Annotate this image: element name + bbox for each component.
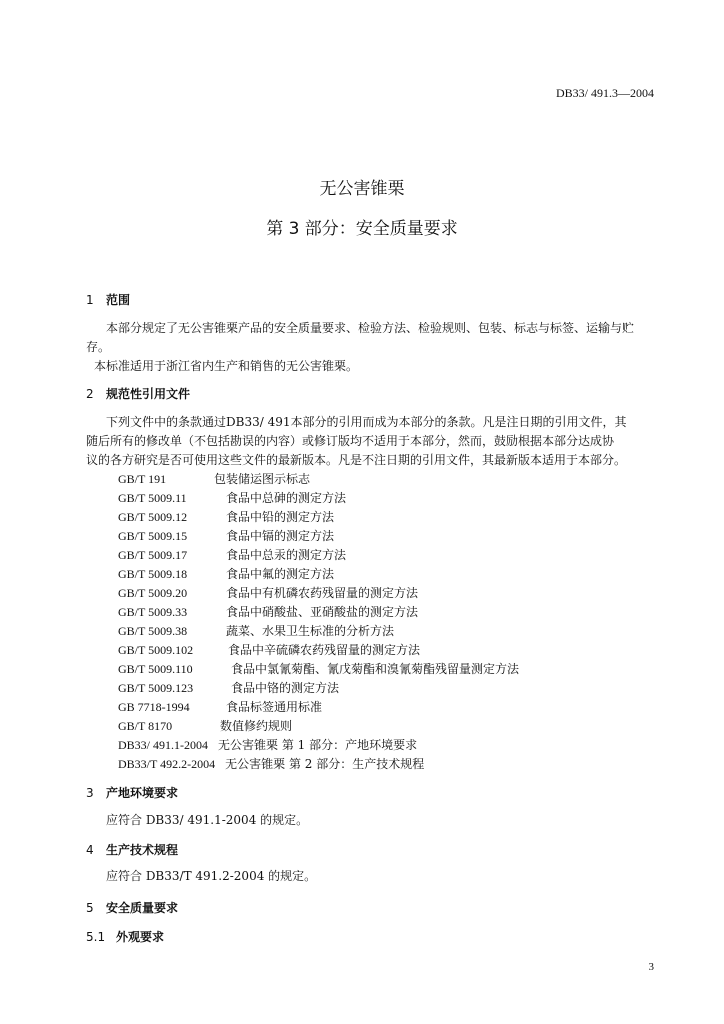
reference-code: DB33/T 492.2-2004 bbox=[118, 757, 216, 771]
reference-item bbox=[118, 470, 310, 489]
section-1-para-1b: 存。 bbox=[86, 340, 111, 354]
section-title: 产地环境要求 bbox=[106, 786, 179, 800]
section-number: 2 bbox=[86, 387, 94, 401]
reference-item bbox=[118, 508, 334, 527]
reference-code: GB/T 5009.123 bbox=[118, 681, 194, 695]
reference-title: 食品中总汞的测定方法 bbox=[226, 548, 347, 562]
section-number: 5.1 bbox=[86, 930, 106, 944]
section-5-1-heading bbox=[86, 928, 164, 945]
reference-item bbox=[118, 489, 346, 508]
reference-title: 食品标签通用标准 bbox=[226, 700, 323, 714]
reference-item bbox=[118, 565, 334, 584]
reference-title: 食品中镉的测定方法 bbox=[226, 529, 335, 543]
section-title: 安全质量要求 bbox=[106, 901, 179, 915]
section-title: 外观要求 bbox=[116, 930, 165, 944]
reference-title: 包装储运图示标志 bbox=[214, 472, 311, 486]
page-number: 3 bbox=[648, 961, 654, 973]
section-2-para-line-3: 议的各方研究是否可使用这些文件的最新版本。凡是不注日期的引用文件，其最新版本适用于本部分。 bbox=[86, 453, 627, 467]
reference-item bbox=[118, 679, 339, 698]
reference-title: 无公害锥栗 第 1 部分：产地环境要求 bbox=[218, 738, 418, 752]
section-1-para-1a: 本部分规定了无公害锥栗产品的安全质量要求、检验方法、检验规则、包装、标志与标签、运输与贮 bbox=[106, 321, 635, 335]
reference-code: GB/T 5009.38 bbox=[118, 624, 188, 638]
document-title: 无公害锥栗 bbox=[319, 179, 405, 199]
reference-item bbox=[118, 527, 334, 546]
reference-item bbox=[118, 660, 519, 679]
section-4-body: 应符合 DB33/T 491.2-2004 的规定。 bbox=[106, 869, 317, 883]
section-1-para-2: 本标准适用于浙江省内生产和销售的无公害锥栗。 bbox=[94, 359, 359, 373]
section-title: 规范性引用文件 bbox=[106, 387, 191, 401]
reference-title: 食品中氟的测定方法 bbox=[226, 567, 335, 581]
reference-code: GB/T 5009.20 bbox=[118, 586, 188, 600]
reference-title: 食品中总砷的测定方法 bbox=[226, 491, 347, 505]
section-number: 5 bbox=[86, 901, 94, 915]
reference-title: 蔬菜、水果卫生标准的分析方法 bbox=[226, 624, 395, 638]
section-title: 范围 bbox=[106, 293, 131, 307]
reference-item bbox=[118, 698, 322, 717]
reference-item bbox=[118, 736, 417, 755]
section-number: 1 bbox=[86, 293, 94, 307]
section-2-para-line-2: 随后所有的修改单（不包括勘误的内容）或修订版均不适用于本部分，然而，鼓励根据本部分达成协 bbox=[86, 434, 615, 448]
reference-code: GB/T 8170 bbox=[118, 719, 173, 733]
reference-item bbox=[118, 546, 346, 565]
reference-item bbox=[118, 622, 394, 641]
reference-item bbox=[118, 641, 420, 660]
reference-item bbox=[118, 717, 292, 736]
reference-item bbox=[118, 755, 424, 774]
document-code: DB33/ 491.3—2004 bbox=[555, 86, 654, 100]
section-3-body: 应符合 DB33/ 491.1-2004 的规定。 bbox=[106, 813, 309, 827]
reference-title: 数值修约规则 bbox=[220, 719, 293, 733]
section-number: 3 bbox=[86, 786, 94, 800]
section-2-para-line-1: 下列文件中的条款通过DB33/ 491本部分的引用而成为本部分的条款。凡是注日期的引用文件，其 bbox=[106, 415, 627, 429]
reference-title: 食品中硝酸盐、亚硝酸盐的测定方法 bbox=[226, 605, 419, 619]
section-4-heading bbox=[86, 841, 178, 858]
reference-code: GB/T 5009.17 bbox=[118, 548, 188, 562]
reference-code: GB/T 5009.12 bbox=[118, 510, 188, 524]
section-1-heading bbox=[86, 291, 130, 308]
reference-title: 食品中有机磷农药残留量的测定方法 bbox=[226, 586, 419, 600]
reference-title: 食品中辛硫磷农药残留量的测定方法 bbox=[228, 643, 421, 657]
reference-code: GB/T 191 bbox=[118, 472, 167, 486]
reference-title: 食品中铅的测定方法 bbox=[226, 510, 335, 524]
reference-code: GB/T 5009.102 bbox=[118, 643, 194, 657]
reference-code: GB/T 5009.11 bbox=[118, 491, 187, 505]
reference-title: 食品中铬的测定方法 bbox=[231, 681, 340, 695]
reference-item bbox=[118, 584, 418, 603]
reference-code: GB/T 5009.110 bbox=[118, 662, 193, 676]
reference-code: GB/T 5009.33 bbox=[118, 605, 188, 619]
reference-code: GB/T 5009.18 bbox=[118, 567, 188, 581]
reference-title: 食品中氯氰菊酯、氰戊菊酯和溴氰菊酯残留量测定方法 bbox=[231, 662, 520, 676]
section-number: 4 bbox=[86, 843, 94, 857]
reference-item bbox=[118, 603, 418, 622]
reference-code: GB/T 5009.15 bbox=[118, 529, 188, 543]
section-2-heading bbox=[86, 385, 190, 402]
section-5-heading bbox=[86, 899, 178, 916]
section-3-heading bbox=[86, 784, 178, 801]
reference-title: 无公害锥栗 第 2 部分：生产技术规程 bbox=[225, 757, 425, 771]
section-title: 生产技术规程 bbox=[106, 843, 179, 857]
document-subtitle: 第 3 部分：安全质量要求 bbox=[266, 219, 458, 239]
reference-code: DB33/ 491.1-2004 bbox=[118, 738, 208, 752]
reference-code: GB 7718-1994 bbox=[118, 700, 190, 714]
